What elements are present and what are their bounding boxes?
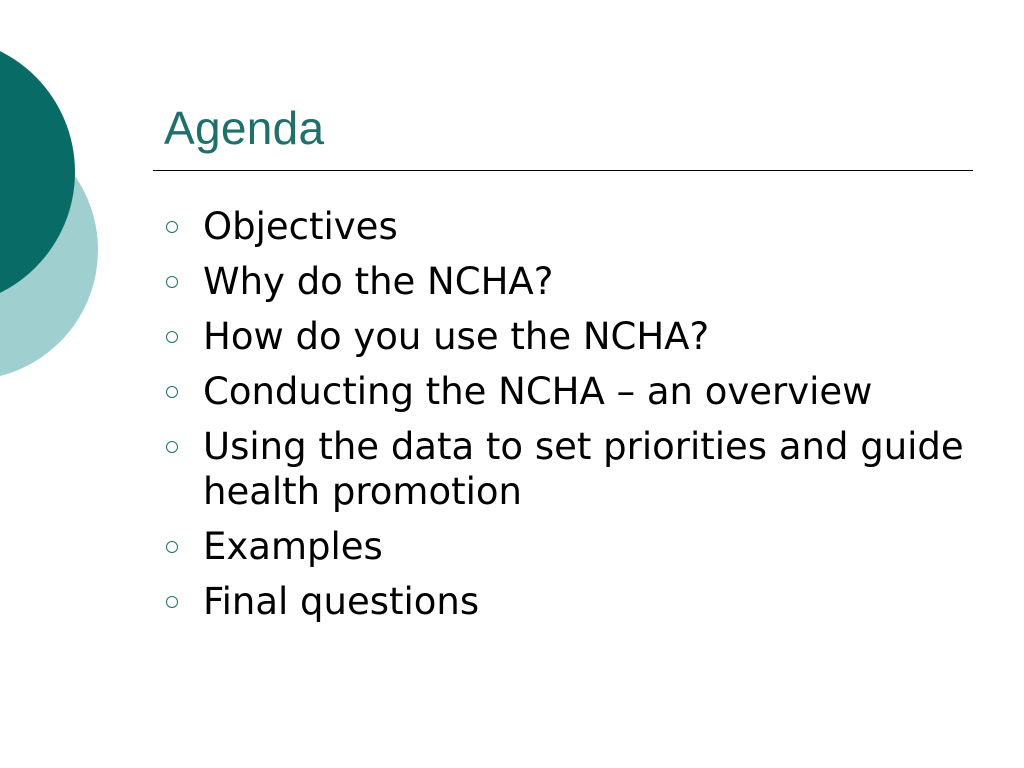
- list-item: [160, 424, 980, 514]
- list-item: [160, 314, 980, 359]
- slide-title: Agenda: [164, 102, 325, 154]
- bullet-circle-icon: [166, 221, 178, 233]
- list-item-text: Objectives: [203, 205, 398, 248]
- title-divider: [153, 170, 973, 171]
- list-item: [160, 579, 980, 624]
- list-item: [160, 369, 980, 414]
- list-item-text: Conducting the NCHA – an overview: [203, 370, 873, 413]
- bullet-circle-icon: [166, 276, 178, 288]
- list-item: [160, 204, 980, 249]
- list-item-text: How do you use the NCHA?: [203, 315, 710, 358]
- list-item-text: Using the data to set priorities and guide health promotion: [203, 425, 964, 513]
- list-item: [160, 524, 980, 569]
- agenda-list: [160, 204, 980, 634]
- bullet-circle-icon: [166, 541, 178, 553]
- bullet-circle-icon: [166, 596, 178, 608]
- bullet-circle-icon: [166, 441, 178, 453]
- decorative-circles: [0, 0, 120, 420]
- list-item-text: Final questions: [203, 580, 480, 623]
- list-item-text: Why do the NCHA?: [203, 260, 554, 303]
- list-item-text: Examples: [203, 525, 383, 568]
- bullet-circle-icon: [166, 386, 178, 398]
- list-item: [160, 259, 980, 304]
- bullet-circle-icon: [166, 331, 178, 343]
